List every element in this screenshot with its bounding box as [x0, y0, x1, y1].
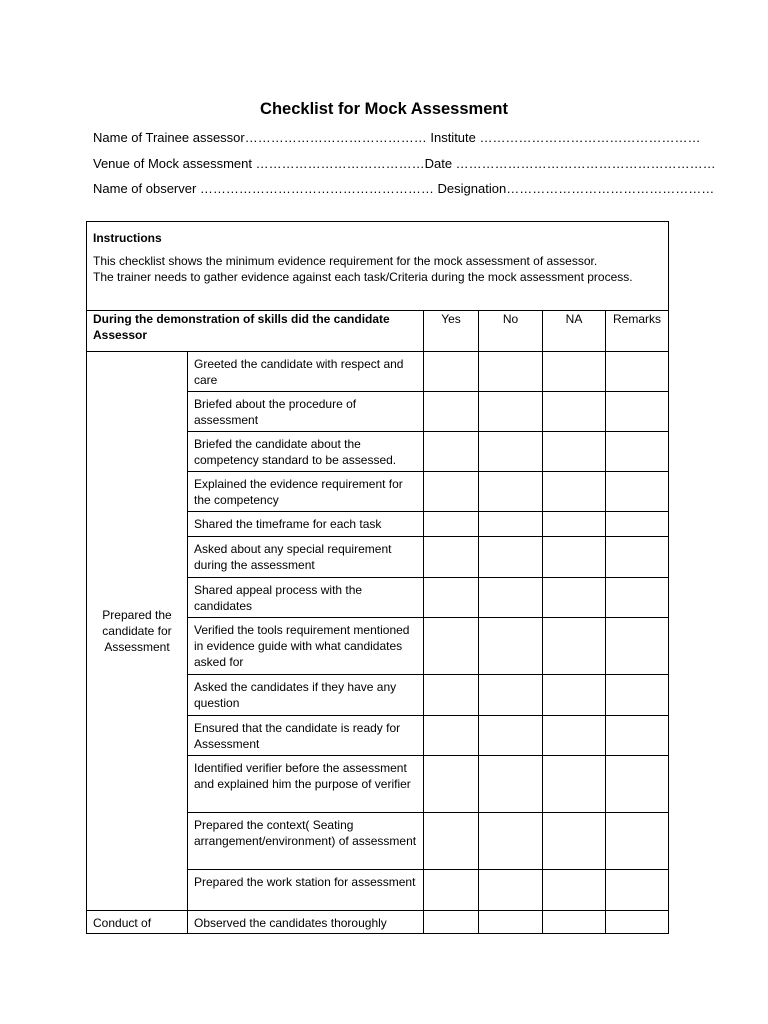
na-cell[interactable]	[543, 675, 606, 716]
header-no: No	[479, 311, 543, 352]
header-yes: Yes	[424, 311, 479, 352]
task-cell: Shared the timeframe for each task	[188, 512, 424, 537]
task-cell: Observed the candidates thoroughly	[188, 911, 424, 934]
na-cell[interactable]	[543, 756, 606, 813]
yes-cell[interactable]	[424, 870, 479, 911]
remarks-cell[interactable]	[606, 756, 669, 813]
no-cell[interactable]	[479, 675, 543, 716]
na-cell[interactable]	[543, 352, 606, 392]
na-cell[interactable]	[543, 813, 606, 870]
header-criteria: During the demonstration of skills did the candidate Assessor	[87, 311, 424, 352]
no-cell[interactable]	[479, 911, 543, 934]
yes-cell[interactable]	[424, 716, 479, 756]
na-cell[interactable]	[543, 578, 606, 618]
instructions-heading: Instructions	[93, 231, 162, 245]
yes-cell[interactable]	[424, 392, 479, 432]
yes-cell[interactable]	[424, 432, 479, 472]
table-row	[87, 911, 669, 934]
na-cell[interactable]	[543, 472, 606, 512]
na-cell[interactable]	[543, 911, 606, 934]
task-cell: Explained the evidence requirement for the competency	[188, 472, 424, 512]
instructions-cell	[87, 222, 669, 311]
instructions-text-1: This checklist shows the minimum evidence requirement for the mock assessment of assessor.	[93, 254, 598, 268]
task-cell: Greeted the candidate with respect and care	[188, 352, 424, 392]
remarks-cell[interactable]	[606, 512, 669, 537]
yes-cell[interactable]	[424, 675, 479, 716]
yes-cell[interactable]	[424, 352, 479, 392]
no-cell[interactable]	[479, 813, 543, 870]
task-cell: Ensured that the candidate is ready for Assessment	[188, 716, 424, 756]
yes-cell[interactable]	[424, 512, 479, 537]
na-cell[interactable]	[543, 870, 606, 911]
remarks-cell[interactable]	[606, 870, 669, 911]
instructions-text-2: The trainer needs to gather evidence against each task/Criteria during the mock assessment process.	[93, 270, 633, 284]
table-row	[87, 352, 669, 392]
remarks-cell[interactable]	[606, 432, 669, 472]
no-cell[interactable]	[479, 472, 543, 512]
checklist-table	[86, 221, 669, 934]
document-title: Checklist for Mock Assessment	[260, 100, 508, 118]
no-cell[interactable]	[479, 578, 543, 618]
header-na: NA	[543, 311, 606, 352]
task-cell: Prepared the context( Seating arrangement/environment) of assessment	[188, 813, 424, 870]
na-cell[interactable]	[543, 432, 606, 472]
yes-cell[interactable]	[424, 472, 479, 512]
task-cell: Identified verifier before the assessment and explained him the purpose of verifier	[188, 756, 424, 813]
no-cell[interactable]	[479, 432, 543, 472]
yes-cell[interactable]	[424, 813, 479, 870]
yes-cell[interactable]	[424, 537, 479, 578]
no-cell[interactable]	[479, 870, 543, 911]
remarks-cell[interactable]	[606, 716, 669, 756]
remarks-cell[interactable]	[606, 392, 669, 432]
no-cell[interactable]	[479, 512, 543, 537]
no-cell[interactable]	[479, 392, 543, 432]
trainee-institute-line: Name of Trainee assessor…………………………………… Institute ……………………………………………	[93, 130, 701, 145]
na-cell[interactable]	[543, 512, 606, 537]
observer-designation-line: Name of observer ……………………………………………… Designation…………………………………………	[93, 181, 715, 196]
no-cell[interactable]	[479, 716, 543, 756]
group-prepared-candidate: Prepared the candidate for Assessment	[87, 352, 188, 911]
task-cell: Asked about any special requirement during the assessment	[188, 537, 424, 578]
na-cell[interactable]	[543, 618, 606, 675]
na-cell[interactable]	[543, 716, 606, 756]
yes-cell[interactable]	[424, 756, 479, 813]
task-cell: Asked the candidates if they have any question	[188, 675, 424, 716]
task-cell: Verified the tools requirement mentioned in evidence guide with what candidates asked for	[188, 618, 424, 675]
no-cell[interactable]	[479, 537, 543, 578]
yes-cell[interactable]	[424, 618, 479, 675]
remarks-cell[interactable]	[606, 911, 669, 934]
remarks-cell[interactable]	[606, 352, 669, 392]
remarks-cell[interactable]	[606, 675, 669, 716]
no-cell[interactable]	[479, 352, 543, 392]
remarks-cell[interactable]	[606, 813, 669, 870]
task-cell: Shared appeal process with the candidates	[188, 578, 424, 618]
na-cell[interactable]	[543, 392, 606, 432]
no-cell[interactable]	[479, 618, 543, 675]
header-remarks: Remarks	[606, 311, 669, 352]
venue-date-line: Venue of Mock assessment …………………………………Date ……………………………………………………	[93, 156, 716, 171]
remarks-cell[interactable]	[606, 578, 669, 618]
task-cell: Prepared the work station for assessment	[188, 870, 424, 911]
header-row	[87, 311, 669, 352]
no-cell[interactable]	[479, 756, 543, 813]
na-cell[interactable]	[543, 537, 606, 578]
task-cell: Briefed about the procedure of assessment	[188, 392, 424, 432]
remarks-cell[interactable]	[606, 618, 669, 675]
yes-cell[interactable]	[424, 911, 479, 934]
group-conduct: Conduct of	[87, 911, 188, 934]
remarks-cell[interactable]	[606, 537, 669, 578]
yes-cell[interactable]	[424, 578, 479, 618]
task-cell: Briefed the candidate about the competency standard to be assessed.	[188, 432, 424, 472]
remarks-cell[interactable]	[606, 472, 669, 512]
